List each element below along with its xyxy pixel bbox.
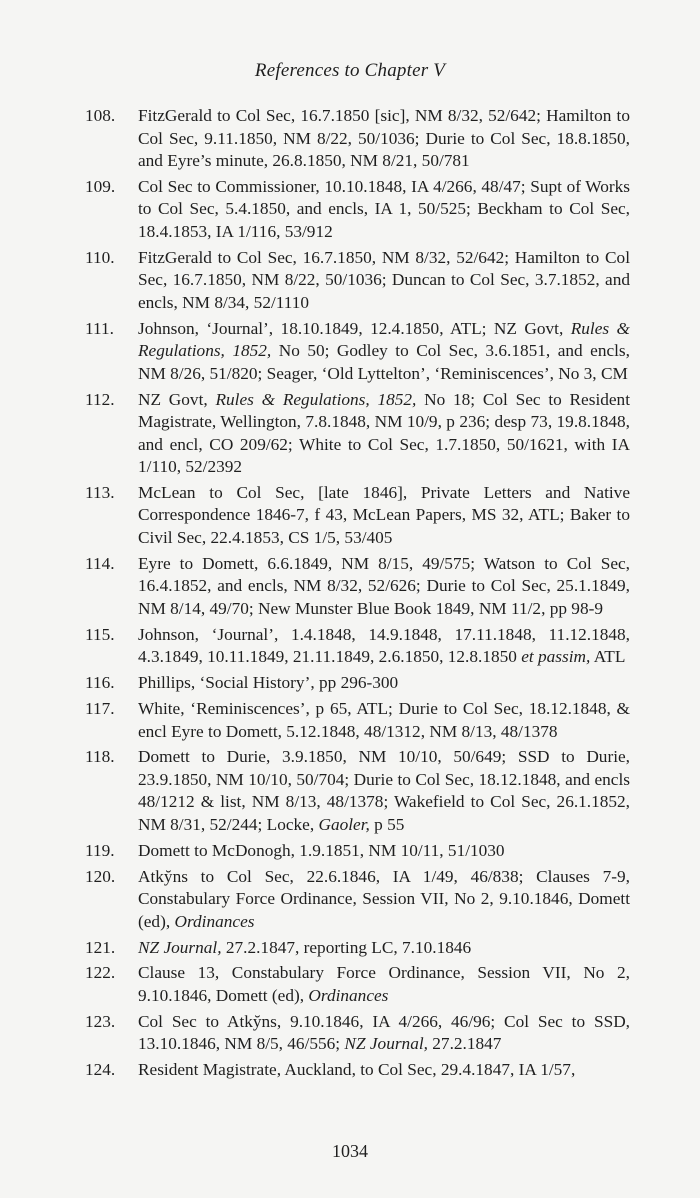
reference-number: 117.: [85, 699, 115, 719]
citation-text: Domett to McDonogh, 1.9.1851, NM 10/11, 51/1030: [138, 840, 505, 860]
reference-text: [138, 1011, 630, 1056]
citation-text: ATL: [590, 647, 626, 667]
italic-title: Rules & Regulations, 1852,: [138, 318, 630, 361]
reference-entry: [85, 105, 630, 173]
italic-title: NZ Journal,: [138, 937, 222, 957]
reference-number: 120.: [85, 866, 116, 886]
italic-title: Ordinances: [174, 911, 255, 931]
reference-entry: [85, 176, 630, 244]
citation-text: Phillips, ‘Social History’, pp 296-300: [138, 673, 399, 693]
reference-number: 123.: [85, 1011, 116, 1031]
reference-number: 110.: [85, 247, 115, 267]
reference-entry: [85, 553, 630, 621]
reference-text: [138, 840, 630, 863]
reference-text: [138, 746, 630, 836]
reference-text: [138, 962, 630, 1007]
reference-text: [138, 105, 630, 173]
citation-text: Clause 13, Constabulary Force Ordinance, Session VII, No 2, 9.10.1846, Domett (ed),: [138, 963, 630, 1005]
reference-text: [138, 698, 630, 743]
reference-text: [138, 937, 630, 960]
reference-text: [138, 553, 630, 621]
italic-title: et passim,: [521, 647, 591, 667]
italic-title: Ordinances: [308, 985, 389, 1005]
citation-text: FitzGerald to Col Sec, 16.7.1850 [sic], NM 8/32, 52/642; Hamilton to Col Sec, 9.11.1850, NM 8/22, 50/1036; Durie to Col Sec, 18.8.1850, and Eyre’s minute, 26.8.1850, NM 8/21, 50/781: [138, 106, 630, 170]
reference-entry: [85, 962, 630, 1007]
italic-title: Gaoler,: [318, 814, 370, 834]
reference-entry: [85, 624, 630, 669]
page-number: 1034: [332, 1141, 368, 1161]
reference-entry: [85, 698, 630, 743]
reference-text: [138, 482, 630, 550]
reference-number: 124.: [85, 1060, 116, 1080]
reference-text: [138, 624, 630, 669]
reference-number: 116.: [85, 673, 115, 693]
reference-number: 122.: [85, 963, 116, 983]
reference-entry: [85, 389, 630, 479]
reference-number: 113.: [85, 482, 115, 502]
citation-text: FitzGerald to Col Sec, 16.7.1850, NM 8/32, 52/642; Hamilton to Col Sec, 16.7.1850, NM 8/22, 50/1036; Duncan to Col Sec, 3.7.1852, and encls, NM 8/34, 52/1110: [138, 247, 630, 312]
italic-title: NZ Journal,: [344, 1034, 428, 1054]
citation-text: NZ Govt,: [138, 389, 216, 409]
reference-list: [85, 105, 630, 1085]
citation-text: p 55: [369, 814, 405, 834]
reference-number: 118.: [85, 747, 115, 767]
reference-number: 114.: [85, 553, 115, 573]
reference-number: 121.: [85, 937, 116, 957]
citation-text: Col Sec to Commissioner, 10.10.1848, IA 4/266, 48/47; Supt of Works to Col Sec, 5.4.1850, and encls, IA 1, 50/525; Beckham to Col Sec, 18.4.1853, IA 1/116, 53/912: [138, 176, 630, 241]
reference-entry: [85, 746, 630, 836]
reference-text: [138, 247, 630, 315]
reference-entry: [85, 247, 630, 315]
reference-text: [138, 1059, 630, 1082]
reference-entry: [85, 840, 630, 863]
reference-number: 112.: [85, 389, 115, 409]
reference-text: [138, 318, 630, 386]
reference-text: [138, 672, 630, 695]
citation-text: No 50; Godley to Col Sec, 3.6.1851, and encls, NM 8/26, 51/820; Seager, ‘Old Lyttelton’, ‘Reminiscences’, No 3, CM: [138, 341, 630, 383]
reference-entry: [85, 937, 630, 960]
citation-text: 27.2.1847, reporting LC, 7.10.1846: [221, 937, 472, 957]
citation-text: No 18; Col Sec to Resident Magistrate, Wellington, 7.8.1848, NM 10/9, p 236; desp 73, 19.8.1848, and encl, CO 209/62; White to Col Sec, 1.7.1850, 50/1621, with IA 1/110, 52/2392: [138, 389, 630, 477]
citation-text: Domett to Durie, 3.9.1850, NM 10/10, 50/649; SSD to Durie, 23.9.1850, NM 10/10, 50/704; Durie to Col Sec, 18.12.1848, and encls 48/1212 & list, NM 8/13, 48/1378; Wakefield to Col Sec, 26.1.1852, NM 8/31, 52/244; Locke,: [138, 747, 630, 834]
reference-number: 119.: [85, 840, 115, 860]
citation-text: Eyre to Domett, 6.6.1849, NM 8/15, 49/575; Watson to Col Sec, 16.4.1852, and encls, NM 8/32, 52/626; Durie to Col Sec, 25.1.1849, NM 8/14, 49/70; New Munster Blue Book 1849, NM 11/2, pp 98-9: [138, 553, 630, 618]
reference-text: [138, 866, 630, 934]
reference-entry: [85, 1059, 630, 1082]
italic-title: Rules & Regulations, 1852,: [215, 389, 417, 409]
reference-entry: [85, 318, 630, 386]
reference-entry: [85, 482, 630, 550]
citation-text: Resident Magistrate, Auckland, to Col Sec, 29.4.1847, IA 1/57,: [138, 1060, 576, 1080]
citation-text: White, ‘Reminiscences’, p 65, ATL; Durie to Col Sec, 18.12.1848, & encl Eyre to Domett, 5.12.1848, 48/1312, NM 8/13, 48/1378: [138, 699, 630, 741]
reference-entry: [85, 1011, 630, 1056]
reference-entry: [85, 866, 630, 934]
citation-text: Col Sec to Atky̆ns, 9.10.1846, IA 4/266, 46/96; Col Sec to SSD, 13.10.1846, NM 8/5, 46/556;: [138, 1011, 630, 1054]
citation-text: Johnson, ‘Journal’, 1.4.1848, 14.9.1848, 17.11.1848, 11.12.1848, 4.3.1849, 10.11.1849, 21.11.1849, 2.6.1850, 12.8.1850: [138, 624, 630, 667]
page-header: References to Chapter V: [254, 60, 446, 81]
citation-text: Johnson, ‘Journal’, 18.10.1849, 12.4.1850, ATL; NZ Govt,: [138, 318, 571, 338]
citation-text: McLean to Col Sec, [late 1846], Private Letters and Native Correspondence 1846-7, f 43, McLean Papers, MS 32, ATL; Baker to Civil Sec, 22.4.1853, CS 1/5, 53/405: [138, 482, 630, 547]
reference-text: [138, 176, 630, 244]
citation-text: Atky̆ns to Col Sec, 22.6.1846, IA 1/49, 46/838; Clauses 7-9, Constabulary Force Ordinance, Session VII, No 2, 9.10.1846, Domett (ed),: [138, 866, 630, 931]
reference-text: [138, 389, 630, 479]
reference-number: 108.: [85, 106, 116, 125]
reference-number: 115.: [85, 624, 115, 644]
citation-text: 27.2.1847: [427, 1034, 502, 1054]
reference-entry: [85, 672, 630, 695]
reference-number: 109.: [85, 176, 116, 196]
reference-number: 111.: [85, 318, 114, 338]
